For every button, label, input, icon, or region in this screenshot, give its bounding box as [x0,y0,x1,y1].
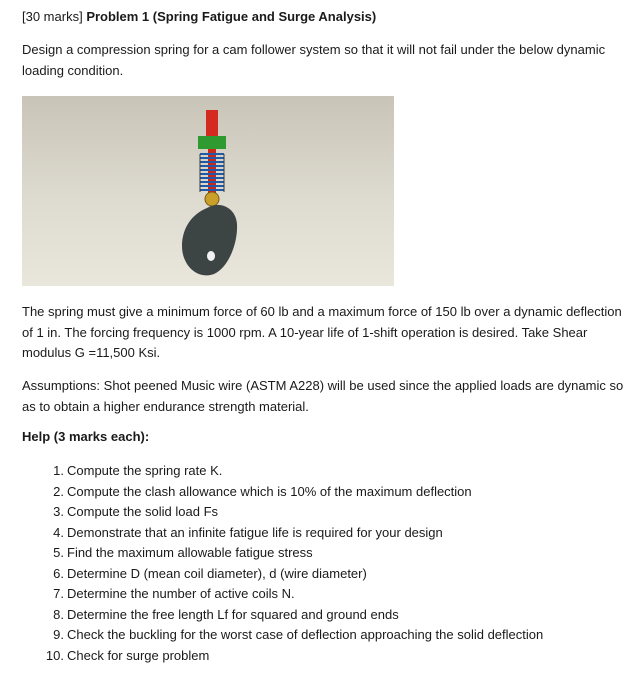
assumptions-paragraph: Assumptions: Shot peened Music wire (ASTM A228) will be used since the applied loads are dynamic so as to obtain a higher endurance strength material. [22,378,624,414]
list-item [22,564,543,585]
step-number: 8. [53,606,64,622]
marks-label: [30 marks] [22,9,83,24]
list-item [22,625,543,646]
list-item [22,461,543,482]
list-item [22,482,543,503]
list-item [22,523,543,544]
step-number: 1. [53,463,64,478]
step-text: Check for surge problem [67,647,210,663]
step-text: Demonstrate that an infinite fatigue life is required for your design [67,524,443,540]
cam-icon [182,205,237,276]
step-text: Determine the free length Lf for squared and ground ends [67,606,399,622]
help-heading: Help (3 marks each): [22,429,150,444]
step-text: Find the maximum allowable fatigue stress [67,545,313,560]
step-text: Determine the number of active coils N. [67,586,295,601]
step-number: 5. [53,545,64,560]
steps-list [22,461,543,666]
step-number: 10. [45,647,64,663]
step-text: Determine D (mean coil diameter), d (wire diameter) [67,565,367,581]
step-number: 4. [53,524,64,540]
step-text: Check the buckling for the worst case of deflection approaching the solid deflection [67,627,544,642]
problem-heading: Problem 1 (Spring Fatigue and Surge Analysis) [86,9,377,24]
step-number: 9. [53,627,64,642]
intro-paragraph: Design a compression spring for a cam follower system so that it will not fail under the below dynamic loading condition. [22,42,606,78]
step-number: 3. [53,504,64,519]
step-text: Compute the clash allowance which is 10% of the maximum deflection [67,483,472,499]
step-number: 2. [53,483,64,499]
step-number: 6. [53,565,64,581]
list-item [22,646,543,667]
conditions-paragraph: The spring must give a minimum force of 60 lb and a maximum force of 150 lb over a dynamic deflection of 1 in. The forcing frequency is 1000 rpm. A 10-year life of 1-shift operation is desired. Take Shear modulus G =11,500 Ksi. [22,304,622,360]
cam-follower-figure [22,96,394,286]
list-item [22,584,543,605]
spring-icon [198,110,226,206]
list-item [22,605,543,626]
step-number: 7. [53,586,64,601]
list-item [22,502,543,523]
list-item [22,543,543,564]
step-text: Compute the spring rate K. [67,463,223,478]
problem-title [22,9,376,24]
step-text: Compute the solid load Fs [67,504,219,519]
